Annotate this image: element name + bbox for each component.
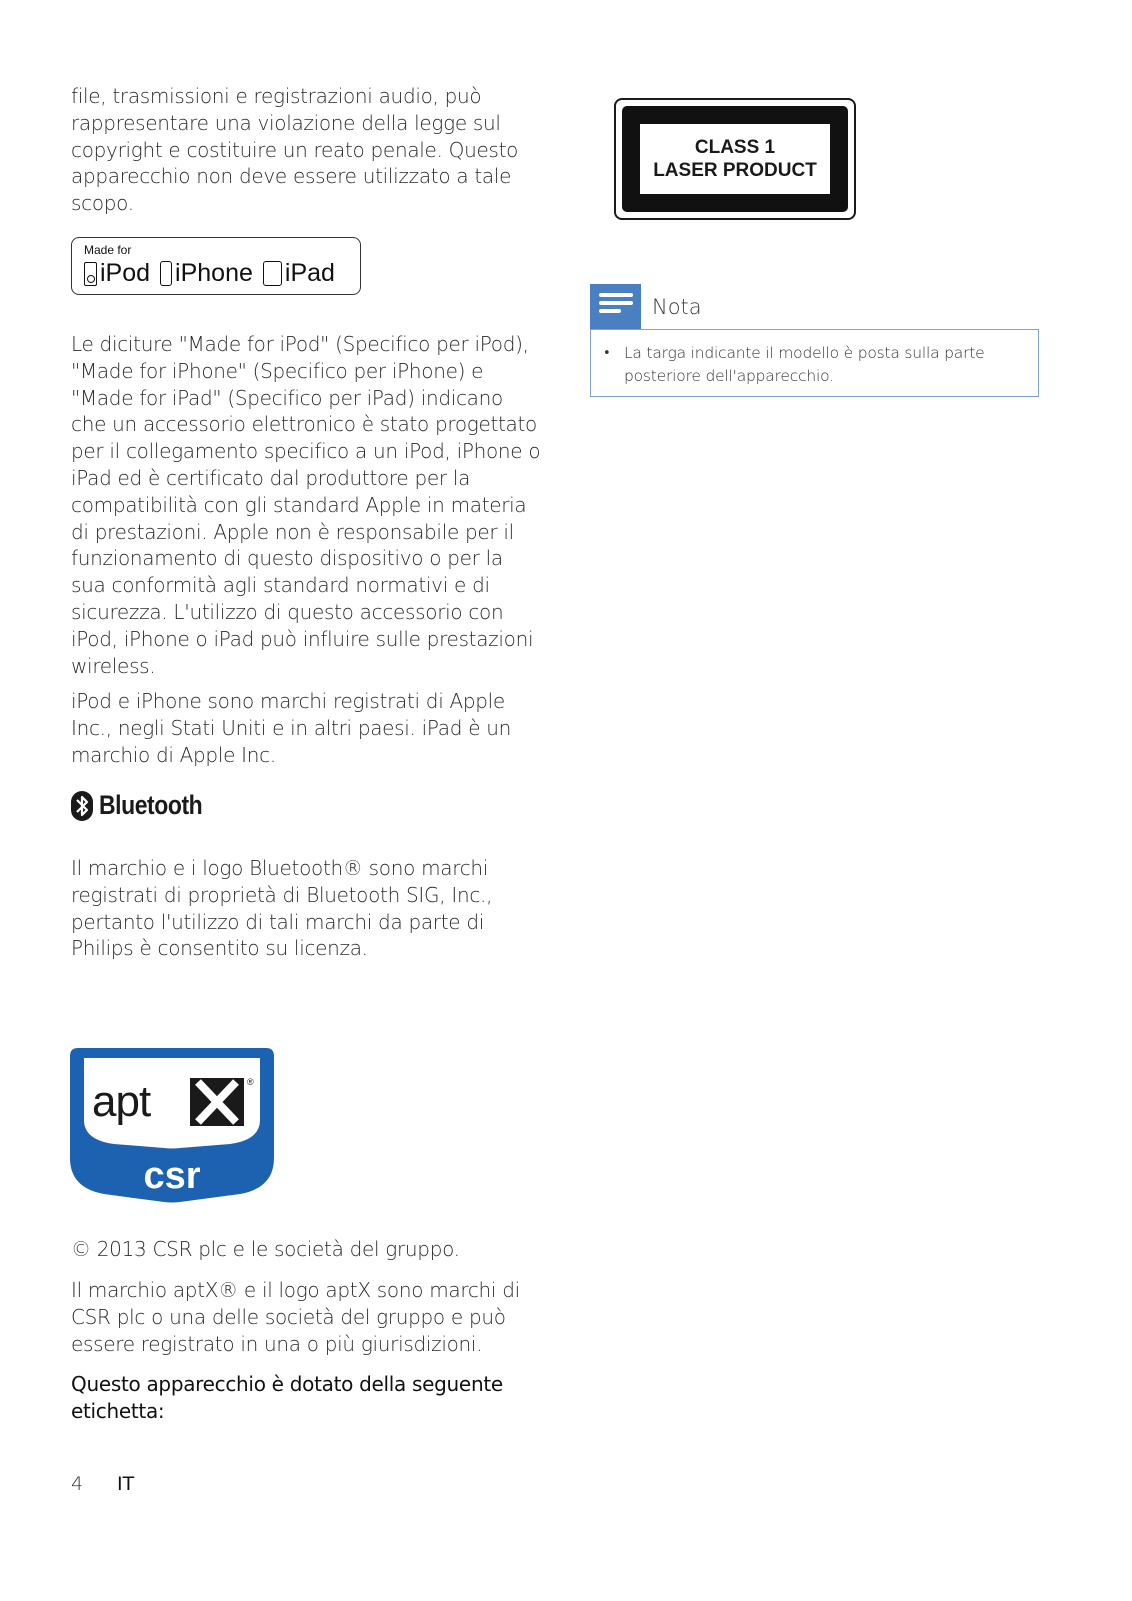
note-icon [590, 284, 641, 329]
page-number: 4 [71, 1473, 84, 1495]
bullet-icon: • [603, 346, 611, 361]
class-1-laser-product-label [614, 98, 856, 220]
note-box [590, 329, 1039, 397]
ipad-label: iPad [284, 259, 335, 287]
paragraph-label-heading: Questo apparecchio è dotato della seguente etichetta: [71, 1372, 503, 1423]
language-code: IT [117, 1473, 135, 1495]
bluetooth-icon [71, 791, 93, 821]
bluetooth-wordmark: Bluetooth [99, 790, 203, 820]
paragraph-copyright: © 2013 CSR plc e le società del gruppo. [71, 1237, 460, 1261]
bluetooth-logo [71, 790, 220, 821]
laser-label-line1: CLASS 1 [694, 137, 776, 158]
made-for-label: Made for [84, 243, 132, 257]
paragraph-intro: file, trasmissioni e registrazioni audio, può rappresentare una violazione della legge sul copyright e costituire un reato penale. Questo apparecchio non deve essere utilizzato a tale scopo. [71, 84, 519, 216]
aptx-apt-text: apt [92, 1077, 151, 1126]
ipad-icon [263, 261, 282, 286]
note-item: La targa indicante il modello è posta sulla parte posteriore dell'apparecchio. [624, 344, 985, 385]
iphone-icon [160, 261, 172, 286]
aptx-csr-logo [70, 1048, 274, 1203]
note-title: Nota [652, 295, 702, 319]
paragraph-made-for: Le diciture "Made for iPod" (Specifico per iPod), "Made for iPhone" (Specifico per iPhone) e "Made for iPad" (Specifico per iPad) indicano che un accessorio elettronico è stato progettato per il collegamento specifico a un iPod, iPhone o iPad ed è certificato dal produttore per la compatibilità con gli standard Apple in materia di prestazioni. Apple non è responsabile per il funzionamento di questo dispositivo o per la sua conformità agli standard normativi e di sicurezza. L'utilizzo di questo accessorio con iPod, iPhone o iPad può influire sulle prestazioni wireless. [71, 332, 541, 678]
made-for-ipod-iphone-ipad-logo [71, 237, 361, 295]
svg-text:®: ® [247, 1077, 254, 1087]
laser-label-line2: LASER PRODUCT [653, 160, 817, 181]
paragraph-aptx: Il marchio aptX® e il logo aptX sono marchi di CSR plc o una delle società del gruppo e può essere registrato in una o più giurisdizioni. [71, 1278, 520, 1356]
iphone-label: iPhone [175, 259, 253, 287]
paragraph-trademarks: iPod e iPhone sono marchi registrati di Apple Inc., negli Stati Uniti e in altri paesi. iPad è un marchio di Apple Inc. [71, 689, 512, 767]
ipod-icon [84, 262, 97, 286]
paragraph-bluetooth: Il marchio e i logo Bluetooth® sono marchi registrati di proprietà di Bluetooth SIG, Inc., pertanto l'utilizzo di tali marchi da parte di Philips è consentito su licenza. [71, 856, 493, 961]
ipod-label: iPod [100, 259, 151, 287]
csr-text: csr [143, 1155, 201, 1197]
